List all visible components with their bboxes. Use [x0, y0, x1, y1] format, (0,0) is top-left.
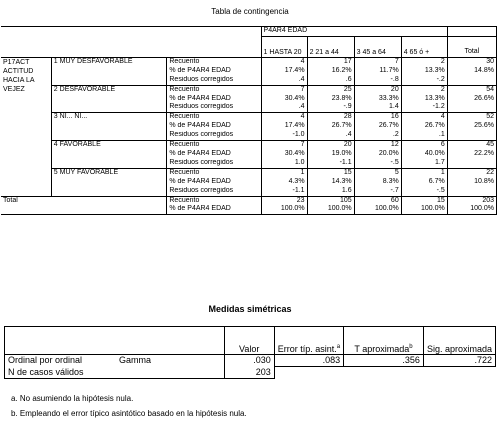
cell-value: .1 — [401, 131, 447, 140]
cell-value: 26.6% — [447, 95, 496, 104]
header-error: Error típ. asint.$^a$ — [274, 327, 343, 355]
header-t: T aproximada$^b$ — [344, 327, 424, 355]
cell-value: 5 — [354, 168, 401, 177]
stat-label: Residuos corregidos — [167, 187, 261, 196]
cell-value: 17.4% — [261, 67, 307, 76]
cell-value: 40.0% — [401, 150, 447, 159]
cell-value: 105 — [307, 196, 354, 205]
col-header: 4 65 ó + — [401, 36, 447, 57]
cell-value: 54 — [447, 85, 496, 94]
cell-value: 1 — [261, 168, 307, 177]
ordinal-label: Ordinal por ordinal — [5, 355, 116, 367]
group-label: 4 FAVORABLE — [51, 141, 167, 169]
cell-value: 22 — [447, 168, 496, 177]
cell-value: 19.0% — [307, 150, 354, 159]
cell-value — [447, 76, 496, 85]
cell-value: -.7 — [354, 187, 401, 196]
cell-value — [447, 131, 496, 140]
col-header: 2 21 a 44 — [307, 36, 354, 57]
stat-label: % de P4AR4 EDAD — [167, 178, 261, 187]
cell-value: 11.7% — [354, 67, 401, 76]
cell-value: 10.8% — [447, 178, 496, 187]
stat-label: Residuos corregidos — [167, 159, 261, 168]
header-sig: Sig. aproximada — [423, 327, 495, 355]
cell-value: -1.1 — [261, 187, 307, 196]
cell-value: 12 — [354, 141, 401, 150]
gamma-valor: .030 — [224, 355, 274, 367]
cell-value: 14.8% — [447, 67, 496, 76]
cell-value: 100.0% — [261, 205, 307, 214]
stat-label: % de P4AR4 EDAD — [167, 95, 261, 104]
total-row — [1, 196, 497, 205]
cell-value: -.5 — [354, 159, 401, 168]
cell-value: 2 — [401, 57, 447, 66]
cell-value: 7 — [354, 57, 401, 66]
stat-label: Recuento — [167, 85, 261, 94]
cell-value: .4 — [261, 76, 307, 85]
col-header-total: Total — [447, 36, 496, 57]
cell-value: 1.0 — [261, 159, 307, 168]
stat-label: % de P4AR4 EDAD — [167, 67, 261, 76]
cell-value: 16.2% — [307, 67, 354, 76]
cell-value: 1.4 — [354, 103, 401, 112]
gamma-label: Gamma — [116, 355, 224, 367]
stat-label: Residuos corregidos — [167, 76, 261, 85]
cell-value: -1.0 — [261, 131, 307, 140]
stat-label: Recuento — [167, 168, 261, 177]
cell-value: .4 — [261, 103, 307, 112]
stat-label: Residuos corregidos — [167, 103, 261, 112]
stat-label: % de P4AR4 EDAD — [167, 122, 261, 131]
cell-value: 30 — [447, 57, 496, 66]
cell-value: 16 — [354, 113, 401, 122]
group-label: 1 MUY DESFAVORABLE — [51, 57, 167, 85]
cell-value: 6.7% — [401, 178, 447, 187]
cell-value: 100.0% — [354, 205, 401, 214]
cell-value: 2 — [401, 85, 447, 94]
n-casos-label: N de casos válidos — [5, 367, 225, 379]
cell-value: -.8 — [354, 76, 401, 85]
note-b: b. Empleando el error típico asintótico basado en la hipótesis nula. — [11, 409, 247, 418]
cell-value: 30.4% — [261, 150, 307, 159]
cell-value: 1 — [401, 168, 447, 177]
cell-value: 30.4% — [261, 95, 307, 104]
cell-value — [447, 103, 496, 112]
cell-value: 203 — [447, 196, 496, 205]
cell-value: -1.2 — [401, 103, 447, 112]
cell-value: 13.3% — [401, 67, 447, 76]
cell-value: .6 — [307, 76, 354, 85]
cell-value: 23.8% — [307, 95, 354, 104]
gamma-t: .356 — [344, 355, 424, 367]
table-row — [1, 85, 497, 94]
cell-value: 7 — [261, 85, 307, 94]
row-var-label: P17ACT ACTITUD HACIA LA VEJEZ — [1, 57, 51, 196]
cell-value: 13.3% — [401, 95, 447, 104]
cell-value: 8.3% — [354, 178, 401, 187]
cell-value: 4 — [261, 57, 307, 66]
cell-value — [447, 159, 496, 168]
cell-value: 25.6% — [447, 122, 496, 131]
cell-value: 15 — [401, 196, 447, 205]
cell-value: 33.3% — [354, 95, 401, 104]
cell-value: 23 — [261, 196, 307, 205]
contingency-table-title: Tabla de contingencia — [211, 7, 289, 16]
note-a: a. No asumiendo la hipótesis nula. — [11, 394, 134, 403]
cell-value: 20.0% — [354, 150, 401, 159]
cell-value: 26.7% — [401, 122, 447, 131]
col-header: 1 HASTA 20 — [261, 36, 307, 57]
cell-value: 4.3% — [261, 178, 307, 187]
gamma-sig: .722 — [423, 355, 495, 367]
cell-value: 6 — [401, 141, 447, 150]
stat-label: Recuento — [167, 196, 261, 205]
table-row — [1, 168, 497, 177]
cell-value: 1.7 — [401, 159, 447, 168]
cell-value: 26.7% — [307, 122, 354, 131]
col-var-label: P4AR4 EDAD — [261, 27, 447, 37]
cell-value: -.9 — [307, 103, 354, 112]
cell-value: 22.2% — [447, 150, 496, 159]
symmetric-measures-table — [4, 326, 496, 379]
cell-value: .2 — [354, 131, 401, 140]
n-casos-valor: 203 — [224, 367, 274, 379]
stat-label: Recuento — [167, 57, 261, 66]
gamma-error: .083 — [274, 355, 343, 367]
header-valor: Valor — [224, 327, 274, 355]
stat-label: Recuento — [167, 141, 261, 150]
cell-value: 25 — [307, 85, 354, 94]
cell-value: 28 — [307, 113, 354, 122]
symmetric-measures-title: Medidas simétricas — [208, 304, 292, 314]
cell-value: 14.3% — [307, 178, 354, 187]
total-label: Total — [1, 196, 167, 215]
table-row — [1, 141, 497, 150]
cell-value: 52 — [447, 113, 496, 122]
table-row — [1, 113, 497, 122]
cell-value: .4 — [307, 131, 354, 140]
cell-value: -1.1 — [307, 159, 354, 168]
stat-label: % de P4AR4 EDAD — [167, 150, 261, 159]
cell-value: 26.7% — [354, 122, 401, 131]
group-label: 2 DESFAVORABLE — [51, 85, 167, 113]
cell-value: 20 — [307, 141, 354, 150]
cell-value: 20 — [354, 85, 401, 94]
cell-value — [447, 187, 496, 196]
cell-value: 4 — [401, 113, 447, 122]
cell-value: 1.6 — [307, 187, 354, 196]
cell-value: 60 — [354, 196, 401, 205]
cell-value: 17 — [307, 57, 354, 66]
cell-value: 100.0% — [307, 205, 354, 214]
group-label: 3 NI... NI... — [51, 113, 167, 141]
contingency-table — [1, 26, 497, 215]
header-row-1 — [1, 27, 497, 37]
header-row-2 — [1, 36, 497, 57]
cell-value: 4 — [261, 113, 307, 122]
table-row — [1, 57, 497, 66]
cell-value: 17.4% — [261, 122, 307, 131]
cell-value: 15 — [307, 168, 354, 177]
group-label: 5 MUY FAVORABLE — [51, 168, 167, 196]
cell-value: -.2 — [401, 76, 447, 85]
stat-label: % de P4AR4 EDAD — [167, 205, 261, 214]
stat-label: Residuos corregidos — [167, 131, 261, 140]
cell-value: 100.0% — [401, 205, 447, 214]
col-header: 3 45 a 64 — [354, 36, 401, 57]
cell-value: 45 — [447, 141, 496, 150]
cell-value: 100.0% — [447, 205, 496, 214]
cell-value: -.5 — [401, 187, 447, 196]
cell-value: 7 — [261, 141, 307, 150]
stat-label: Recuento — [167, 113, 261, 122]
